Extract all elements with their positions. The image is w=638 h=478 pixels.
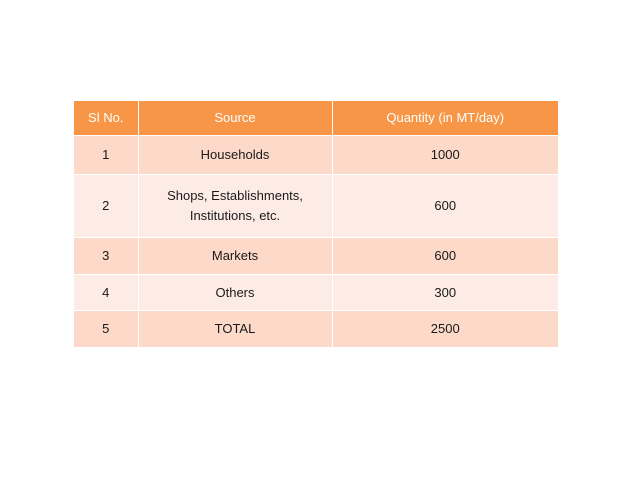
table-row — [74, 238, 558, 275]
cell-source: Shops, Establishments, Institutions, etc. — [138, 175, 332, 238]
cell-quantity: 300 — [332, 275, 558, 311]
cell-source: Households — [138, 136, 332, 175]
cell-quantity: 2500 — [332, 311, 558, 348]
cell-sl-no: 3 — [74, 238, 138, 275]
table-row — [74, 175, 558, 238]
cell-sl-no: 2 — [74, 175, 138, 238]
cell-sl-no: 5 — [74, 311, 138, 348]
header-source: Source — [138, 101, 332, 136]
table-row — [74, 275, 558, 311]
cell-source: Markets — [138, 238, 332, 275]
waste-source-table — [74, 101, 558, 348]
cell-quantity: 600 — [332, 238, 558, 275]
table-header-row — [74, 101, 558, 136]
cell-sl-no: 4 — [74, 275, 138, 311]
cell-sl-no: 1 — [74, 136, 138, 175]
cell-quantity: 1000 — [332, 136, 558, 175]
table-row — [74, 136, 558, 175]
header-sl-no: Sl No. — [74, 101, 138, 136]
header-quantity: Quantity (in MT/day) — [332, 101, 558, 136]
table-row-total — [74, 311, 558, 348]
cell-source: Others — [138, 275, 332, 311]
cell-source: TOTAL — [138, 311, 332, 348]
cell-quantity: 600 — [332, 175, 558, 238]
